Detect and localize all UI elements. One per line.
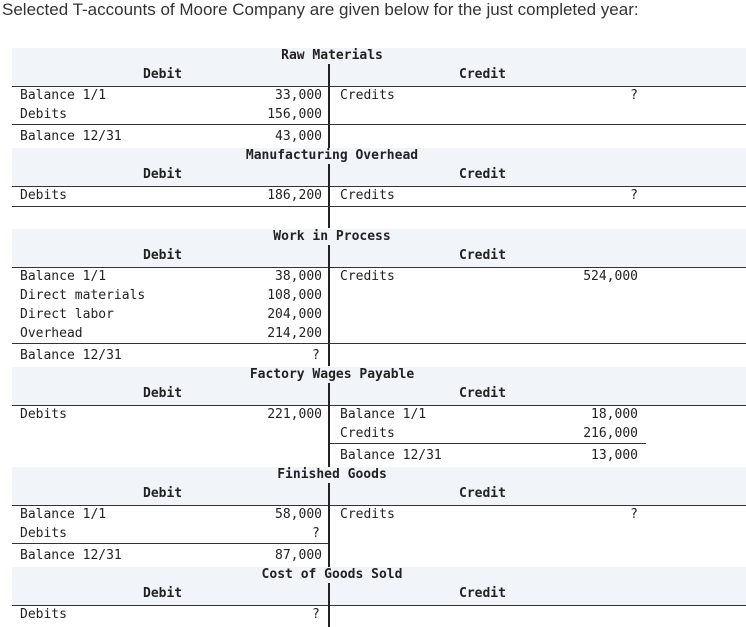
debit-label: Debits [20, 407, 67, 422]
account-title: Finished Goods [277, 467, 387, 482]
debit-header: Debit [143, 586, 183, 601]
debit-header: Debit [143, 67, 183, 82]
debit-header: Debit [143, 248, 183, 263]
debit-label: Debits [20, 526, 67, 541]
account-title: Work in Process [273, 229, 391, 244]
header-line [12, 186, 746, 187]
debit-label: Debits [20, 188, 67, 203]
t-account-divider [328, 483, 330, 567]
credit-header: Credit [459, 248, 506, 263]
intro-text: Selected T-accounts of Moore Company are given below for the just completed year: [2, 0, 639, 19]
credit-label: Credits [340, 507, 395, 522]
balance-rule [12, 343, 746, 344]
debit-amount: 186,200 [267, 188, 322, 203]
debit-amount: ? [312, 607, 320, 622]
debit-balance-label: Balance 12/31 [20, 548, 122, 563]
credit-header: Credit [459, 486, 506, 501]
account-title: Cost of Goods Sold [261, 567, 403, 582]
t-account-factory-wages-payable [12, 367, 746, 467]
debit-header: Debit [143, 386, 183, 401]
debit-label: Balance 1/1 [20, 88, 107, 103]
balance-rule [12, 206, 746, 207]
debit-amount: 214,200 [267, 326, 322, 341]
debit-header: Debit [143, 486, 183, 501]
balance-rule [330, 443, 646, 444]
credit-header: Credit [459, 67, 506, 82]
debit-amount: ? [312, 526, 320, 541]
t-account-finished-goods [12, 467, 746, 567]
debit-balance-label: Balance 12/31 [20, 129, 122, 144]
credit-balance-label: Balance 12/31 [340, 448, 442, 463]
account-title: Factory Wages Payable [249, 367, 415, 382]
t-account-raw-materials [12, 48, 746, 150]
debit-label: Debits [20, 607, 67, 622]
balance-rule [12, 124, 746, 125]
credit-balance-amount: 13,000 [591, 448, 638, 463]
credit-amount: ? [630, 507, 638, 522]
t-account-divider [328, 383, 330, 467]
t-account-divider [328, 164, 330, 228]
debit-amount: 156,000 [267, 107, 322, 122]
debit-label: Balance 1/1 [20, 507, 107, 522]
header-line [12, 605, 746, 606]
account-title: Raw Materials [281, 48, 383, 63]
debit-label: Direct materials [20, 288, 146, 303]
credit-label: Balance 1/1 [340, 407, 427, 422]
header-line [12, 86, 746, 87]
credit-amount: ? [630, 188, 638, 203]
debit-balance-label: Balance 12/31 [20, 348, 122, 363]
debit-amount: 58,000 [275, 507, 322, 522]
credit-amount: 216,000 [583, 426, 638, 441]
credit-amount: 18,000 [591, 407, 638, 422]
debit-label: Debits [20, 107, 67, 122]
t-account-divider [328, 245, 330, 366]
debit-amount: 33,000 [275, 88, 322, 103]
credit-label: Credits [340, 426, 395, 441]
t-account-divider [328, 64, 330, 150]
t-account-cost-of-goods-sold [12, 567, 746, 627]
credit-amount: ? [630, 88, 638, 103]
debit-header: Debit [143, 167, 183, 182]
debit-label: Balance 1/1 [20, 269, 107, 284]
header-line [12, 405, 746, 406]
balance-rule [12, 543, 328, 544]
credit-header: Credit [459, 586, 506, 601]
debit-balance-amount: 87,000 [275, 548, 322, 563]
account-title: Manufacturing Overhead [245, 148, 419, 163]
credit-header: Credit [459, 167, 506, 182]
debit-balance-amount: ? [312, 348, 320, 363]
credit-header: Credit [459, 386, 506, 401]
header-line [12, 505, 746, 506]
credit-label: Credits [340, 269, 395, 284]
t-account-manufacturing-overhead [12, 148, 746, 228]
debit-amount: 38,000 [275, 269, 322, 284]
header-line [12, 267, 746, 268]
debit-balance-amount: 43,000 [275, 129, 322, 144]
debit-amount: 221,000 [267, 407, 322, 422]
t-account-divider [328, 583, 330, 627]
debit-label: Overhead [20, 326, 83, 341]
debit-label: Direct labor [20, 307, 114, 322]
debit-amount: 204,000 [267, 307, 322, 322]
t-account-work-in-process [12, 229, 746, 366]
credit-amount: 524,000 [583, 269, 638, 284]
debit-amount: 108,000 [267, 288, 322, 303]
credit-label: Credits [340, 88, 395, 103]
credit-label: Credits [340, 188, 395, 203]
